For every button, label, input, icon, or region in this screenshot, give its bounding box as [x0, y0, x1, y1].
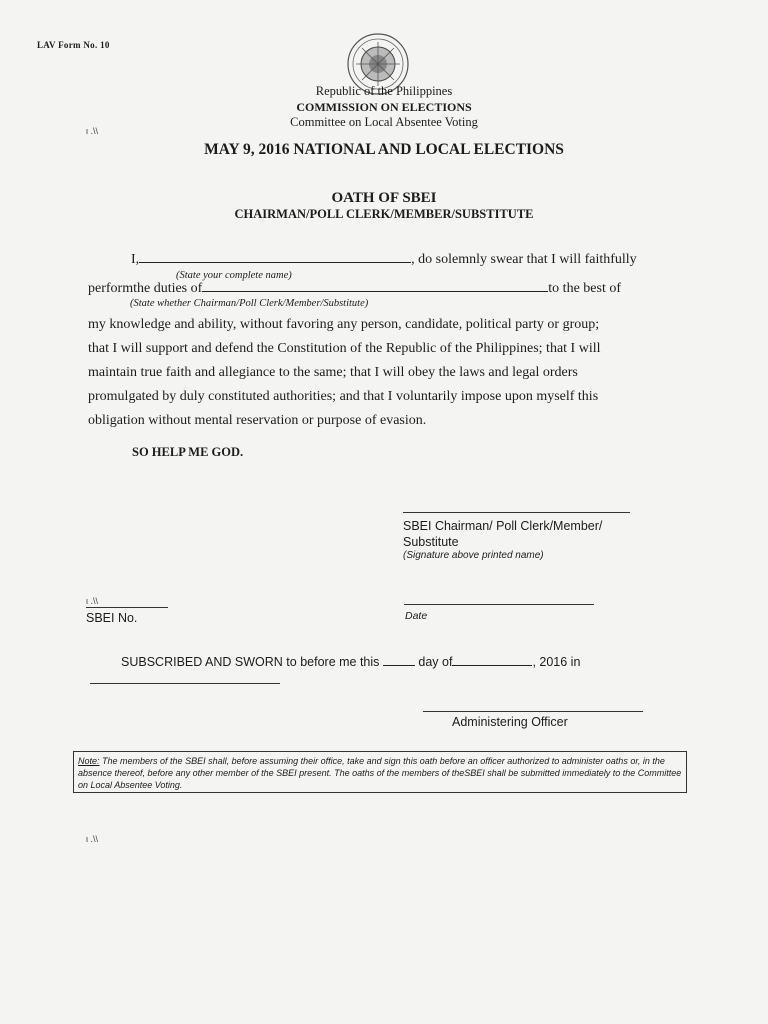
oath-line-1: [131, 252, 637, 268]
note-text: The members of the SBEI shall, before assuming their office, take and sign this oath before an officer authorized to administer oaths or, in the absence thereof, before any other member of the SBEI present. The oaths of the members of theSBEI shall be submitted immediately to the Committee on Local Absentee Voting.: [78, 756, 682, 790]
commission-line: COMMISSION ON ELECTIONS: [296, 100, 472, 114]
oath-line-2-start: performthe duties of: [88, 281, 203, 296]
oath-line-2-end: to the best of: [548, 281, 622, 296]
date-line[interactable]: [404, 604, 594, 605]
role-hint: (State whether Chairman/Poll Clerk/Member/Substitute): [130, 298, 369, 309]
sbei-no-label: SBEI No.: [86, 611, 138, 625]
oath-line-1-start: I,: [131, 252, 140, 267]
month-field[interactable]: [452, 664, 532, 666]
election-title: MAY 9, 2016 NATIONAL AND LOCAL ELECTIONS: [204, 141, 564, 158]
officer-label: Administering Officer: [452, 715, 568, 729]
officer-line[interactable]: [423, 711, 643, 712]
sworn-day-of: day of: [418, 655, 453, 669]
signature-role-line-1: SBEI Chairman/ Poll Clerk/Member/: [403, 519, 603, 533]
place-line[interactable]: [90, 683, 280, 684]
scan-mark: ι .\\: [86, 596, 99, 606]
oath-para-line: maintain true faith and allegiance to the same; that I will obey the laws and legal orders: [88, 365, 578, 380]
note-box: [73, 751, 687, 793]
oath-para-line: promulgated by duly constituted authorities; and that I voluntarily impose upon myself this: [88, 389, 599, 404]
name-field[interactable]: [139, 261, 411, 263]
oath-line-1-end: , do solemnly swear that I will faithfully: [411, 252, 637, 267]
role-field[interactable]: [202, 290, 548, 292]
oath-subtitle: CHAIRMAN/POLL CLERK/MEMBER/SUBSTITUTE: [234, 207, 534, 221]
note-label: Note:: [78, 756, 100, 766]
day-field[interactable]: [383, 664, 415, 666]
closing-line: SO HELP ME GOD.: [132, 445, 244, 459]
signature-role: [403, 518, 602, 550]
sworn-year-in: , 2016 in: [532, 655, 581, 669]
oath-title: OATH OF SBEI: [331, 190, 437, 206]
oath-para-line: that I will support and defend the Constitution of the Republic of the Philippines; that I will: [88, 341, 601, 356]
oath-para-line: obligation without mental reservation or purpose of evasion.: [88, 413, 427, 428]
oath-paragraph: [88, 313, 600, 433]
oath-para-line: my knowledge and ability, without favoring any person, candidate, political party or group;: [88, 317, 600, 332]
name-hint: (State your complete name): [176, 270, 292, 281]
date-label: Date: [405, 610, 428, 622]
signature-role-line-2: Substitute: [403, 535, 459, 549]
signature-line[interactable]: [403, 512, 630, 513]
committee-line: Committee on Local Absentee Voting: [290, 115, 478, 129]
sbei-no-line[interactable]: [86, 607, 168, 608]
signature-hint: (Signature above printed name): [403, 550, 544, 561]
sworn-text-start: SUBSCRIBED AND SWORN to before me this: [121, 655, 380, 669]
republic-line: Republic of the Philippines: [315, 84, 453, 98]
scan-mark: ι .\\: [86, 834, 99, 844]
form-number: LAV Form No. 10: [37, 40, 110, 50]
sworn-line: [121, 655, 580, 669]
scan-mark: ι .\\: [86, 126, 99, 136]
oath-line-2: [88, 281, 621, 297]
